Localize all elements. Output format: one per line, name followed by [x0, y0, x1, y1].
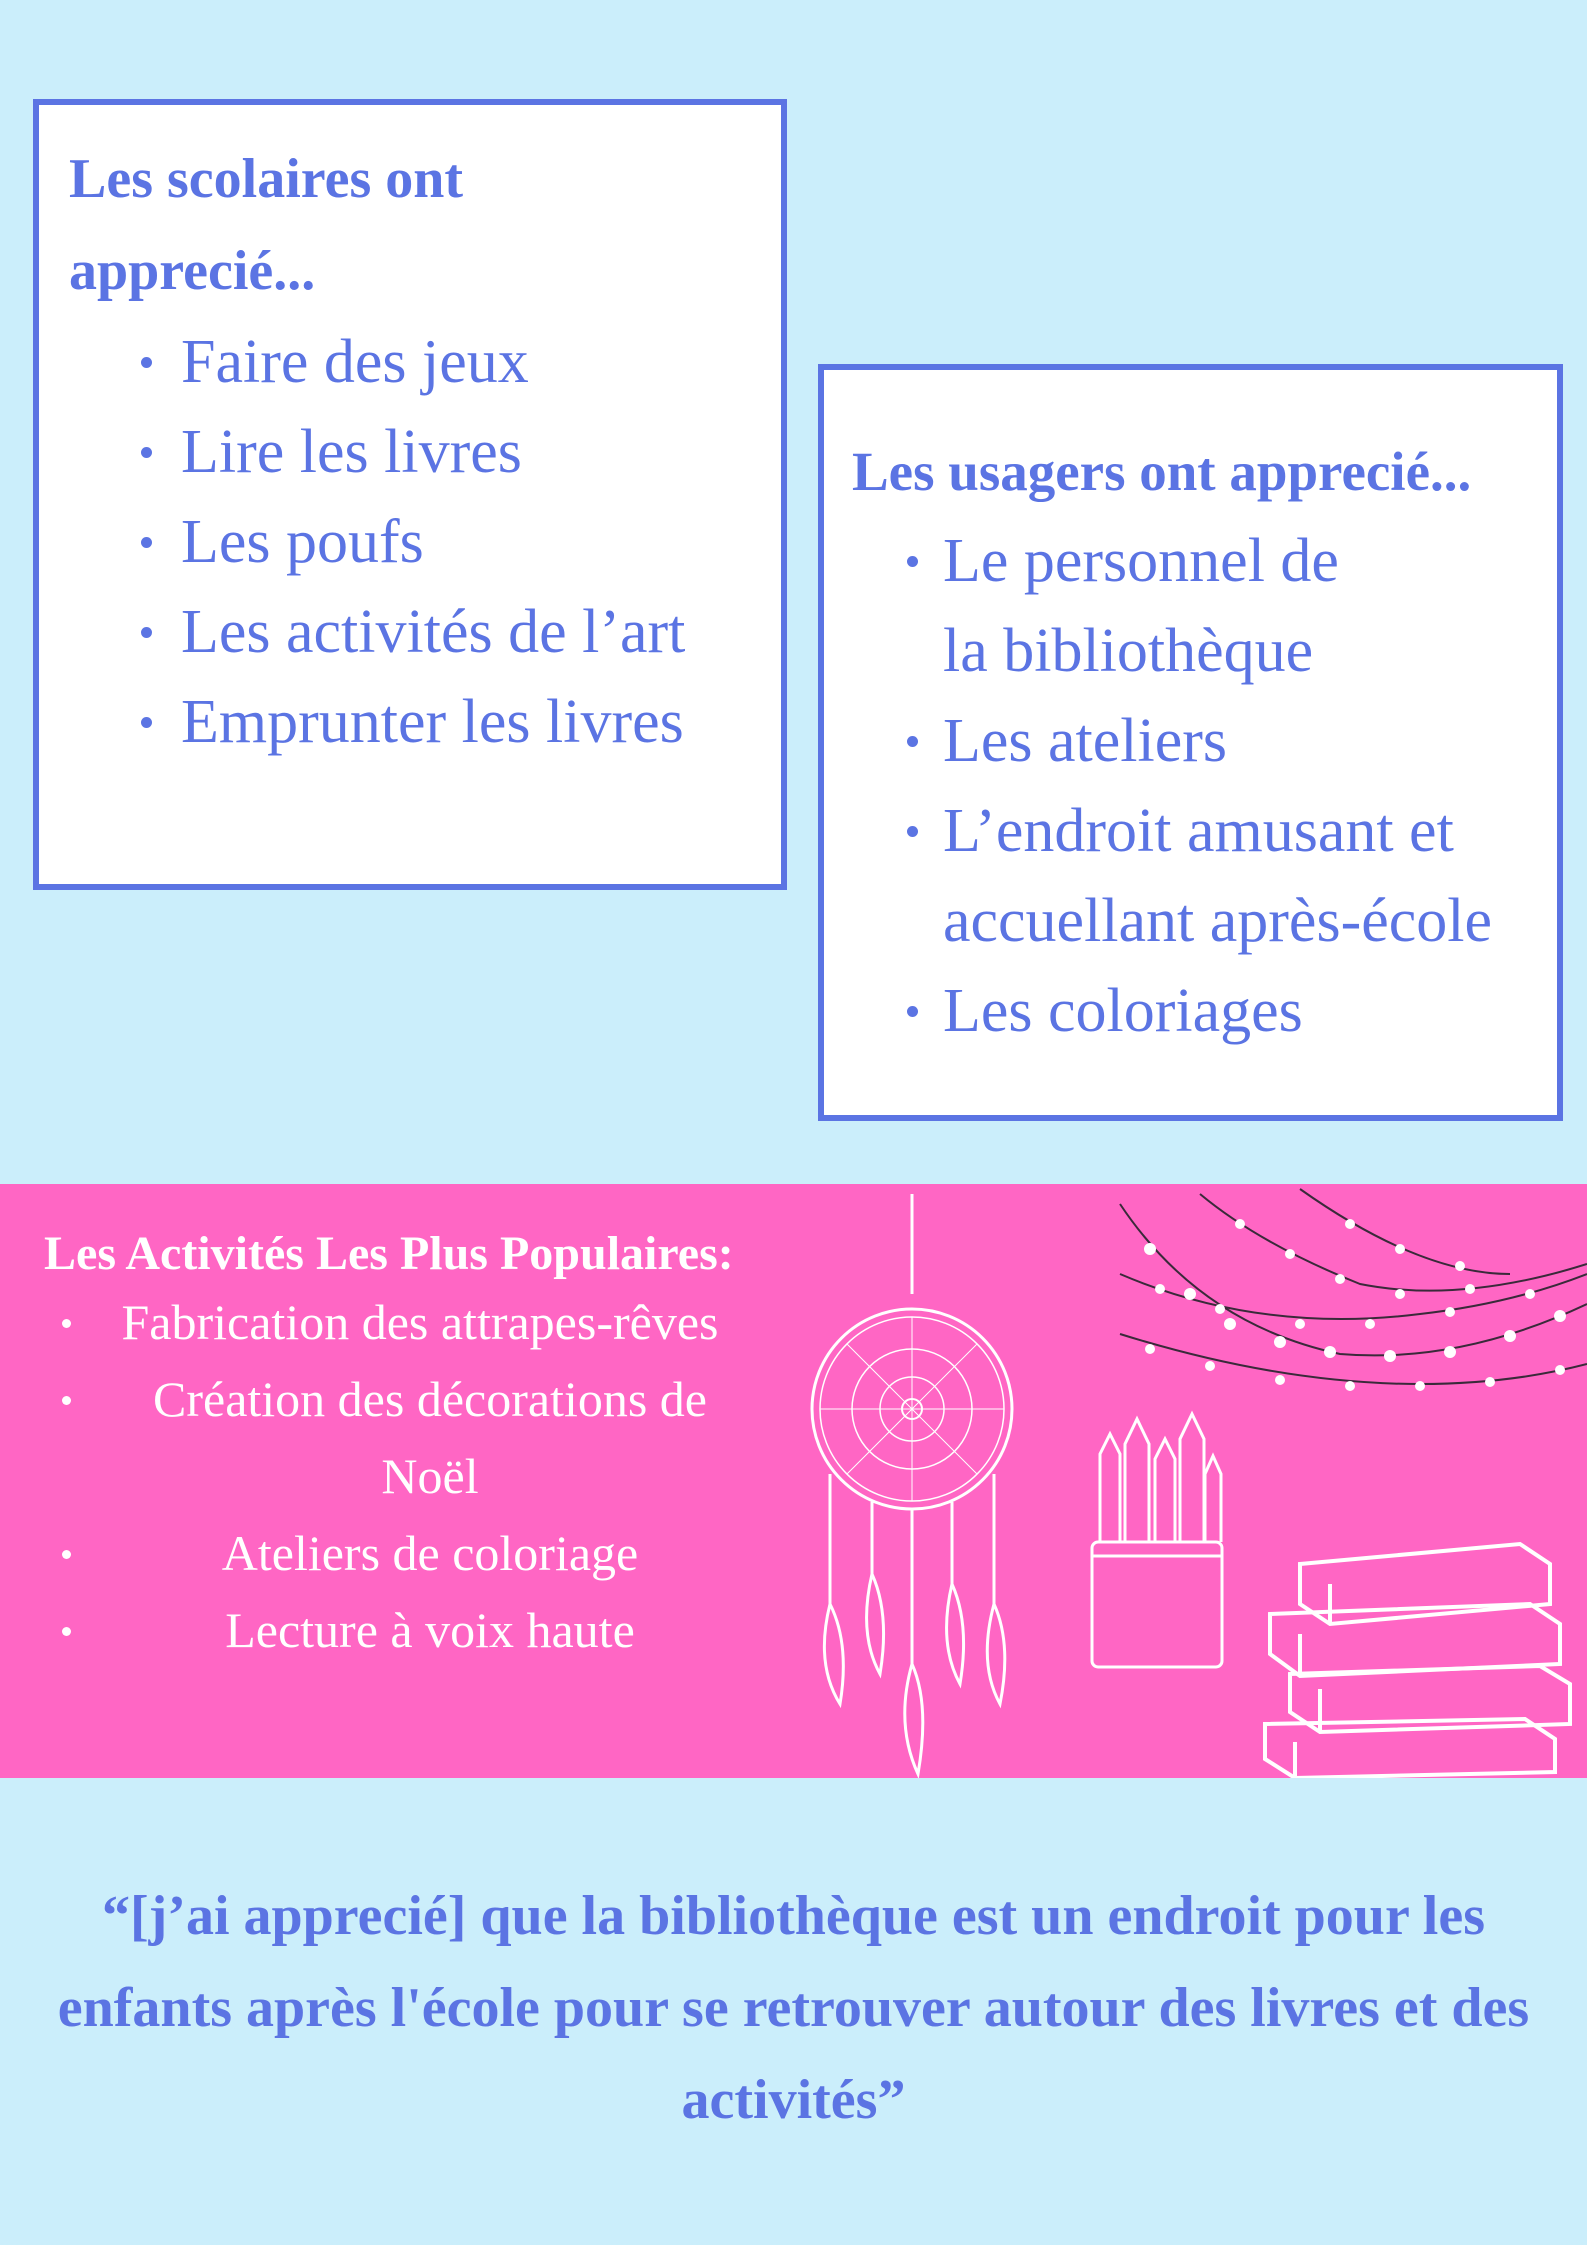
list-item: Lire les livres — [69, 407, 781, 497]
list-item: Les coloriages — [852, 966, 1492, 1056]
activities-title: Les Activités Les Plus Populaires: — [44, 1227, 734, 1280]
list-item: Fabrication des attrapes-rêves — [40, 1284, 760, 1361]
list-item: Les ateliers — [852, 696, 1492, 786]
list-item: Les poufs — [69, 497, 781, 587]
scolaires-box — [33, 99, 787, 890]
pencil-cup-icon — [1092, 1414, 1222, 1667]
list-item: L’endroit amusant et accuellant après-école — [852, 786, 1492, 966]
activities-list — [40, 1284, 760, 1669]
string-lights-icon — [1120, 1189, 1587, 1384]
list-item: Faire des jeux — [69, 317, 781, 407]
dreamcatcher-icon — [812, 1194, 1012, 1774]
scolaires-list — [69, 317, 781, 767]
list-item: Le personnel de la bibliothèque — [852, 516, 1373, 696]
usagers-title: Les usagers ont apprecié... — [852, 441, 1472, 502]
scolaires-title: Les scolaires ont apprecié... — [69, 148, 464, 302]
testimonial-quote: “[j’ai apprecié] que la bibliothèque est un endroit pour les enfants après l'école pour se retrouver autour des livres et des activités” — [57, 1885, 1530, 2131]
list-item: Création des décorations de Noël — [40, 1361, 760, 1515]
list-item: Ateliers de coloriage — [40, 1515, 760, 1592]
usagers-list — [852, 516, 1492, 1056]
list-item: Lecture à voix haute — [40, 1592, 760, 1669]
list-item: Les activités de l’art — [69, 587, 781, 677]
list-item: Emprunter les livres — [69, 677, 781, 767]
usagers-box — [818, 364, 1563, 1121]
string-lights-bulbs — [1144, 1219, 1566, 1391]
book-stack-icon — [1265, 1544, 1570, 1778]
activities-band — [0, 1184, 1587, 1778]
